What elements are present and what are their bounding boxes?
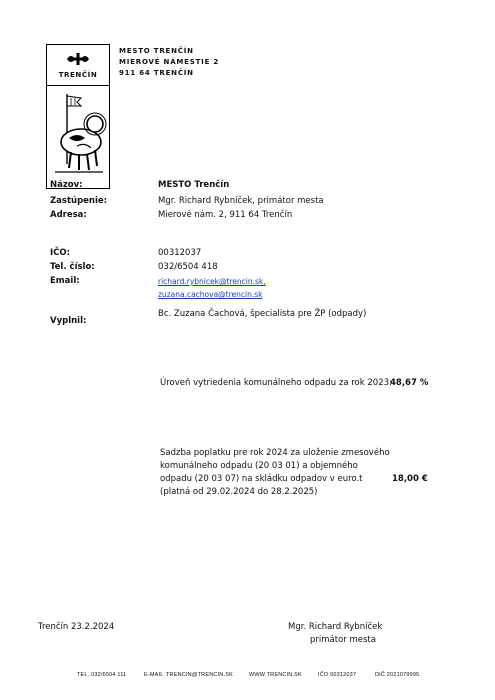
place-date: Trenčín 23.2.2024	[38, 622, 115, 632]
value-filled-by: Bc. Zuzana Čachová, špecialista pre ŽP (odpady)	[158, 309, 367, 319]
label-phone: Tel. číslo:	[50, 262, 95, 272]
value-phone: 032/6504 418	[158, 262, 218, 272]
fee-text-line-4: (platná od 29.02.2024 do 28.2.2025)	[160, 487, 318, 497]
label-address: Adresa:	[50, 210, 87, 220]
signature-name: Mgr. Richard Rybníček	[288, 622, 383, 632]
footer-email-label: E-MAIL	[144, 672, 164, 678]
logo-name: TRENČÍN	[58, 71, 98, 79]
email-link-secondary[interactable]: zuzana.cachova@trencin.sk	[158, 290, 263, 299]
footer-web-link[interactable]: WWW.TRENCIN.SK	[249, 672, 302, 678]
recycling-level-text: Úroveň vytriedenia komunálneho odpadu za rok 2023:	[160, 378, 392, 388]
footer-dic: DIČ 2021079995	[375, 672, 420, 678]
signature-title: primátor mesta	[310, 635, 376, 645]
city-logo	[46, 44, 110, 189]
fee-value: 18,00 €	[392, 474, 428, 484]
email-link-primary[interactable]: richard.rybnicek@trencin.sk,	[158, 277, 266, 286]
label-representation: Zastúpenie:	[50, 196, 108, 206]
header-postcode: 911 64 TRENČÍN	[119, 69, 194, 77]
logo-upper-panel	[47, 45, 109, 86]
value-ico: 00312037	[158, 248, 202, 258]
footer-phone: TEL. 032/6504 111	[77, 672, 127, 678]
fee-text-line-3: odpadu (20 03 07) na skládku odpadov v euro.t	[160, 474, 363, 484]
header-city: MESTO TRENČÍN	[119, 47, 194, 55]
footer-email-link[interactable]: TRENCIN@TRENCIN.SK	[166, 672, 233, 678]
value-name: MESTO Trenčín	[158, 180, 230, 190]
double-cross-emblem-icon	[63, 51, 93, 67]
label-filled-by: Vyplnil:	[50, 316, 87, 326]
lamb-emblem-icon	[47, 86, 109, 186]
label-ico: IČO:	[50, 248, 71, 258]
value-representation: Mgr. Richard Rybníček, primátor mesta	[158, 196, 324, 206]
label-email: Email:	[50, 276, 80, 286]
fee-text-line-1: Sadzba poplatku pre rok 2024 za uloženie zmesového	[160, 448, 390, 458]
footer-ico: IČO 00312037	[318, 672, 357, 678]
header-street: MIEROVÉ NÁMESTIE 2	[119, 58, 220, 66]
recycling-level-value: 48,67 %	[390, 378, 429, 388]
label-name: Názov:	[50, 180, 83, 190]
value-address: Mierové nám. 2, 911 64 Trenčín	[158, 210, 293, 220]
fee-text-line-2: komunálneho odpadu (20 03 01) a objemného	[160, 461, 358, 471]
